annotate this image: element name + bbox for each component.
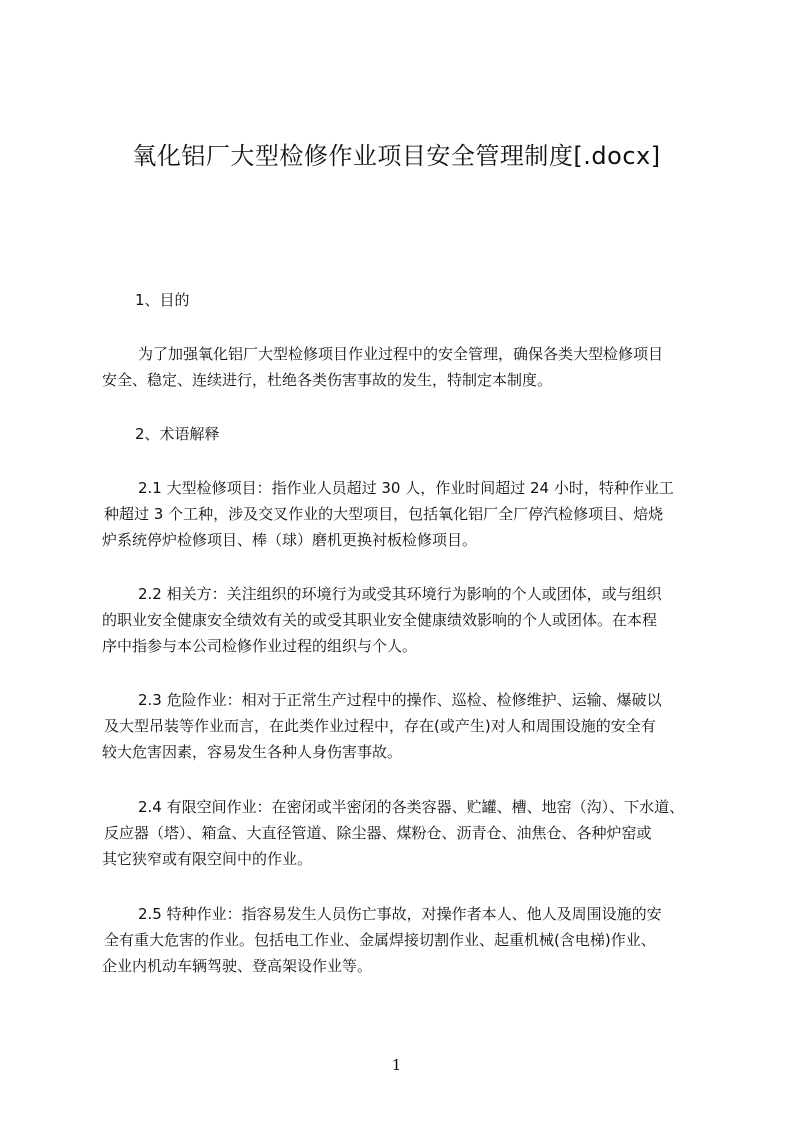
paragraph-term-2-4 xyxy=(102,794,702,872)
paragraph-line: 较大危害因素，容易发生各种人身伤害事故。 xyxy=(102,743,403,761)
paragraph-line: 序中指参与本公司检修作业过程的组织与个人。 xyxy=(102,637,418,655)
paragraph-term-2-1 xyxy=(102,475,702,553)
paragraph-line: 为了加强氧化铝厂大型检修项目作业过程中的安全管理，确保各类大型检修项目 xyxy=(138,345,664,363)
paragraph-line: 其它狭窄或有限空间中的作业。 xyxy=(102,850,313,868)
paragraph-line: 2.3 危险作业：相对于正常生产过程中的操作、巡检、检修维护、运输、爆破以 xyxy=(138,691,662,709)
paragraph-term-2-3 xyxy=(102,687,702,765)
paragraph-line: 2.4 有限空间作业：在密闭或半密闭的各类容器、贮罐、槽、地窑（沟）、下水道、 xyxy=(138,798,685,816)
document-title: 氧化铝厂大型检修作业项目安全管理制度[.docx] xyxy=(132,142,661,170)
paragraph-line: 的职业安全健康安全绩效有关的或受其职业安全健康绩效影响的个人或团体。在本程 xyxy=(102,611,658,629)
paragraph-line: 安全、稳定、连续进行，杜绝各类伤害事故的发生，特制定本制度。 xyxy=(102,371,553,389)
section-heading-purpose: 1、目的 xyxy=(135,291,190,309)
paragraph-line: 炉系统停炉检修项目、棒（球）磨机更换衬板检修项目。 xyxy=(102,531,478,549)
paragraph-line: 及大型吊装等作业而言，在此类作业过程中，存在(或产生)对人和周围设施的安全有 xyxy=(104,717,656,735)
paragraph-line: 全有重大危害的作业。包括电工作业、金属焊接切割作业、起重机械(含电梯)作业、 xyxy=(104,931,656,949)
paragraph-line: 2.2 相关方：关注组织的环境行为或受其环境行为影响的个人或团体，或与组织 xyxy=(138,585,662,603)
paragraph-line: 种超过 3 个工种，涉及交叉作业的大型项目，包括氧化铝厂全厂停汽检修项目、焙烧 xyxy=(104,505,664,523)
section-heading-terms: 2、术语解释 xyxy=(135,425,220,443)
paragraph-line: 企业内机动车辆驾驶、登高架设作业等。 xyxy=(102,957,373,975)
paragraph-line: 2.5 特种作业：指容易发生人员伤亡事故，对操作者本人、他人及周围设施的安 xyxy=(138,905,662,923)
paragraph-term-2-2 xyxy=(102,581,702,659)
paragraph-term-2-5 xyxy=(102,901,702,979)
paragraph-line: 反应器（塔）、箱盒、大直径管道、除尘器、煤粉仓、沥青仓、油焦仓、各种炉窑或 xyxy=(104,824,652,842)
paragraph-purpose xyxy=(102,341,702,393)
page-number: 1 xyxy=(391,1056,402,1074)
paragraph-line: 2.1 大型检修项目：指作业人员超过 30 人，作业时间超过 24 小时，特种作业工 xyxy=(138,479,674,497)
